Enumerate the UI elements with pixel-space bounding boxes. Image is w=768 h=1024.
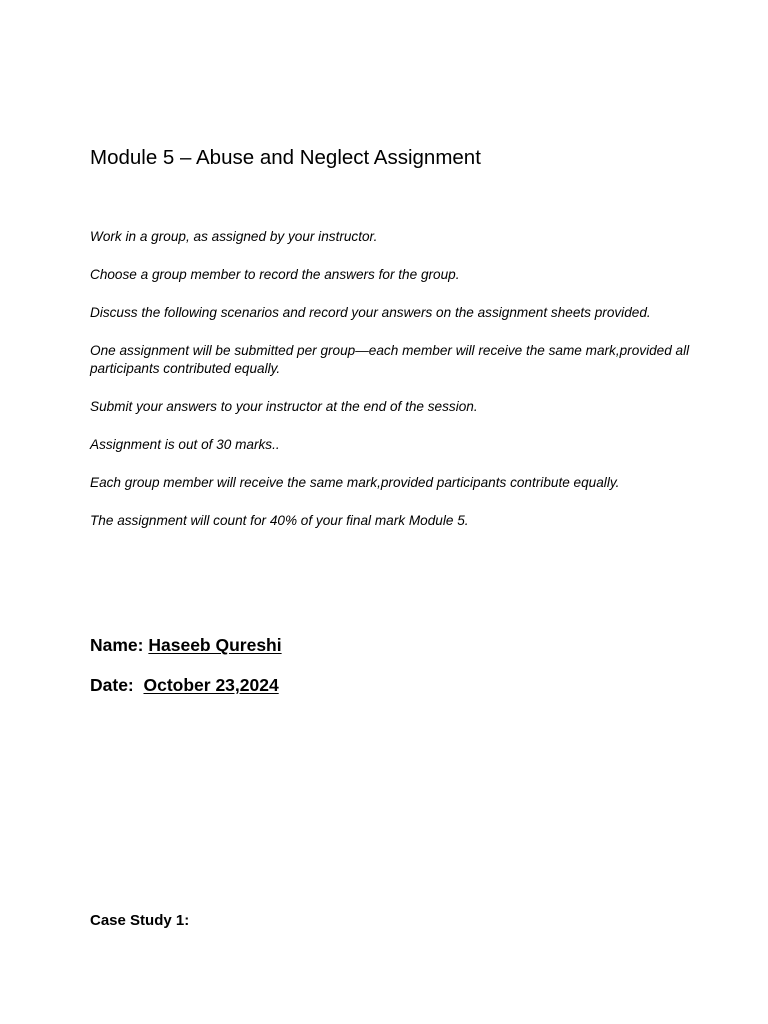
instruction-item: Choose a group member to record the answers for the group.	[90, 267, 460, 282]
instruction-item: Work in a group, as assigned by your instructor.	[90, 229, 378, 244]
date-field	[90, 675, 279, 696]
instruction-item: The assignment will count for 40% of your final mark Module 5.	[90, 513, 469, 528]
instruction-item: Each group member will receive the same mark,provided participants contribute equally.	[90, 475, 620, 490]
name-label: Name:	[90, 635, 149, 655]
instruction-item: One assignment will be submitted per group—each member will receive the same mark,provided all participants contributed equally.	[90, 343, 690, 376]
instruction-item: Assignment is out of 30 marks..	[90, 437, 280, 452]
name-value: Haseeb Qureshi	[148, 635, 282, 655]
date-label: Date:	[90, 675, 144, 695]
instruction-item: Discuss the following scenarios and record your answers on the assignment sheets provided.	[90, 305, 651, 320]
document-title: Module 5 – Abuse and Neglect Assignment	[90, 146, 481, 169]
name-field	[90, 635, 282, 656]
case-study-heading: Case Study 1:	[90, 912, 190, 929]
date-value: October 23,2024	[143, 675, 279, 695]
instruction-item: Submit your answers to your instructor at the end of the session.	[90, 399, 478, 414]
instructions-list	[90, 228, 690, 550]
